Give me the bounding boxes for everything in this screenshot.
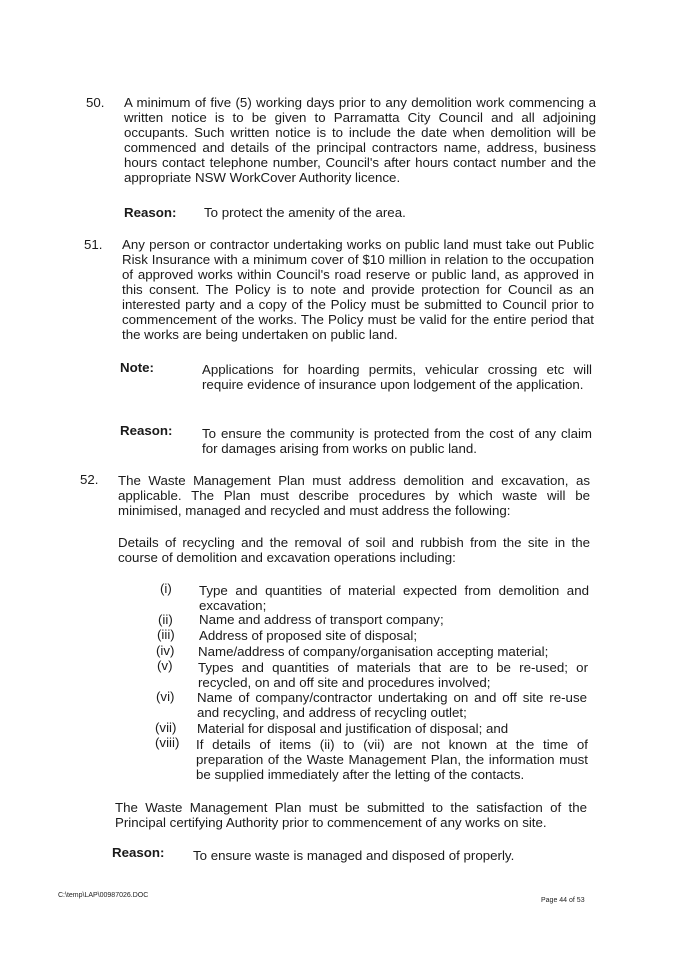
list-item-text: Name of company/contractor undertaking on and off site re-use and recycling, and address of recycling outlet; — [197, 690, 587, 720]
clause-51-text: Any person or contractor undertaking works on public land must take out Public Risk Insurance with a minimum cover of $10 million in relation to the occupation of approved works within Council's road reserve or public land, as approved in this consent. The Policy is to note and provide protection for Council as an interested party and a copy of the Policy must be submitted to Council prior to commencement of the works. The Policy must be valid for the entire period that the works are being undertaken on public land. — [122, 237, 594, 342]
list-item-text: Name and address of transport company; — [199, 612, 444, 627]
clause-50-reason-text: To protect the amenity of the area. — [204, 205, 406, 220]
list-item-number: (iii) — [157, 627, 175, 642]
clause-52-closing: The Waste Management Plan must be submitted to the satisfaction of the Principal certifying Authority prior to commencement of any works on site. — [115, 800, 587, 830]
list-item-text: If details of items (ii) to (vii) are not known at the time of preparation of the Waste Management Plan, the information must be supplied immediately after the letting of the contacts. — [196, 737, 588, 782]
clause-51-reason-label: Reason: — [120, 423, 173, 438]
clause-52-text: The Waste Management Plan must address demolition and excavation, as applicable. The Plan must describe procedures by which waste will be minimised, managed and recycled and must address the following: — [118, 473, 590, 518]
footer-file-path: C:\temp\LAP\00987026.DOC — [58, 892, 149, 899]
clause-51-note-label: Note: — [120, 360, 154, 375]
list-item-text: Address of proposed site of disposal; — [199, 628, 418, 643]
clause-51-number: 51. — [84, 237, 103, 252]
list-item-number: (v) — [157, 658, 173, 673]
list-item-number: (vi) — [156, 689, 175, 704]
list-item-number: (vii) — [155, 720, 177, 735]
clause-52-reason-text: To ensure waste is managed and disposed of properly. — [193, 848, 515, 863]
footer-page-number: Page 44 of 53 — [541, 897, 585, 904]
list-item-number: (iv) — [156, 643, 175, 658]
list-item-text: Name/address of company/organisation accepting material; — [198, 644, 549, 659]
list-item-number: (ii) — [158, 612, 173, 627]
clause-50-reason-label: Reason: — [124, 205, 177, 220]
clause-52-number: 52. — [80, 472, 99, 487]
clause-51-reason-text: To ensure the community is protected from the cost of any claim for damages arising from works on public land. — [202, 426, 592, 456]
clause-52-details: Details of recycling and the removal of soil and rubbish from the site in the course of demolition and excavation operations including: — [118, 535, 590, 565]
clause-50-text: A minimum of five (5) working days prior to any demolition work commencing a written notice is to be given to Parramatta City Council and all adjoining occupants. Such written notice is to include the date when demolition will be commenced and details of the principal contractors name, address, business hours contact telephone number, Council's after hours contact number and the appropriate NSW WorkCover Authority licence. — [124, 95, 596, 185]
clause-52-reason-label: Reason: — [112, 845, 165, 860]
list-item-text: Material for disposal and justification of disposal; and — [197, 721, 509, 736]
list-item-number: (viii) — [155, 735, 180, 750]
clause-50-number: 50. — [86, 95, 105, 110]
list-item-text: Types and quantities of materials that are to be re-used; or recycled, on and off site and procedures involved; — [198, 660, 588, 690]
list-item-number: (i) — [160, 581, 172, 596]
list-item-text: Type and quantities of material expected from demolition and excavation; — [199, 583, 589, 613]
clause-51-note-text: Applications for hoarding permits, vehicular crossing etc will require evidence of insurance upon lodgement of the application. — [202, 362, 592, 392]
